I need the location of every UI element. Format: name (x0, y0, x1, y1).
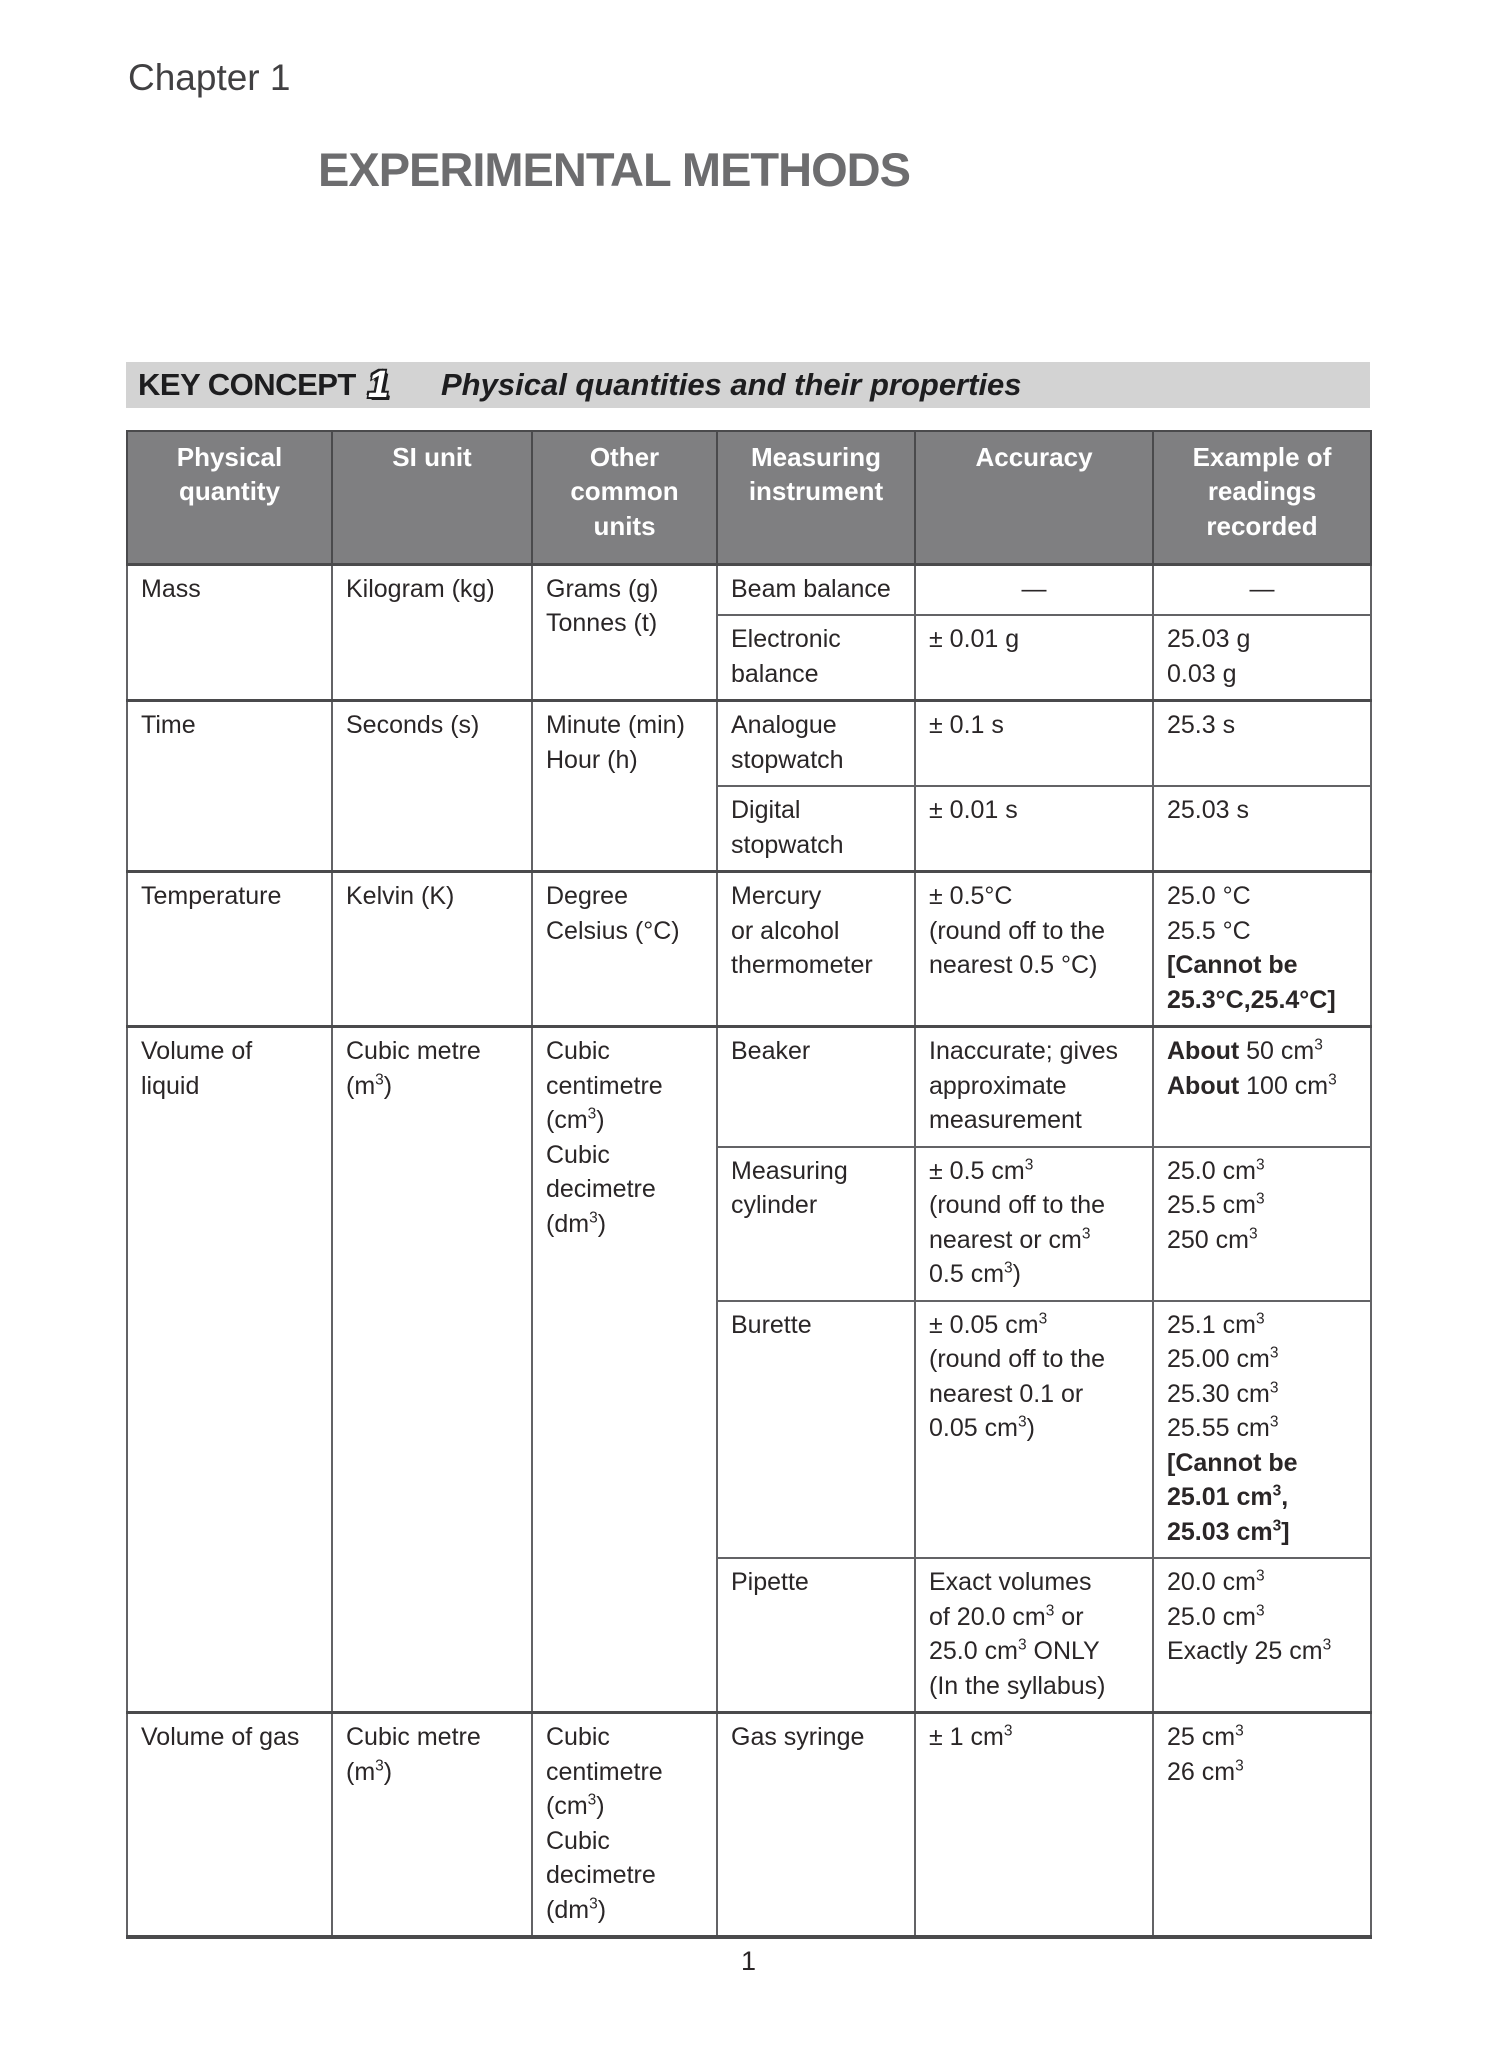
column-header: Measuring instrument (717, 431, 915, 564)
table-body (127, 564, 1371, 1937)
cell-example-readings: 25.03 s (1153, 786, 1371, 872)
column-header: Example of readings recorded (1153, 431, 1371, 564)
column-header: Physical quantity (127, 431, 332, 564)
cell-accuracy: ± 0.05 $cm^3$ (round off to the nearest 0.1 or 0.05 $cm^3$) (915, 1301, 1153, 1559)
quantity-row (127, 872, 1371, 1027)
cell-other-common-units: Cubic centimetre $(cm^3)$ Cubic decimetre $(dm^3)$ (532, 1027, 717, 1713)
cell-measuring-instrument: Mercury or alcohol thermometer (717, 872, 915, 1027)
key-concept-number: 1 (367, 364, 389, 407)
cell-si-unit: Seconds (s) (332, 701, 532, 872)
cell-si-unit: Cubic metre $(m^3)$ (332, 1027, 532, 1713)
cell-example-readings: 20.0 $cm^3$ 25.0 $cm^3$ Exactly 25 $cm^3$ (1153, 1558, 1371, 1713)
cell-si-unit: Cubic metre $(m^3)$ (332, 1713, 532, 1938)
cell-accuracy: Inaccurate; gives approximate measurement (915, 1027, 1153, 1147)
page-title: EXPERIMENTAL METHODS (318, 142, 910, 196)
cell-example-readings: 25.03 g 0.03 g (1153, 615, 1371, 701)
column-header: Other common units (532, 431, 717, 564)
cell-example-readings: 25.3 s (1153, 701, 1371, 787)
page-number: 1 (740, 1946, 757, 1976)
cell-example-readings: 25 $cm^3$ 26 $cm^3$ (1153, 1713, 1371, 1938)
cell-physical-quantity: Volume of gas (127, 1713, 332, 1938)
cell-accuracy: ± 0.1 s (915, 701, 1153, 787)
cell-example-readings: About 50 $cm^3$ About 100 $cm^3$ (1153, 1027, 1371, 1147)
table-header-row (127, 431, 1371, 564)
cell-example-readings: 25.0 °C 25.5 °C [Cannot be 25.3°C,25.4°C] (1153, 872, 1371, 1027)
cell-accuracy: — (915, 564, 1153, 615)
cell-example-readings: 25.0 $cm^3$ 25.5 $cm^3$ 250 $cm^3$ (1153, 1147, 1371, 1301)
column-header: Accuracy (915, 431, 1153, 564)
cell-measuring-instrument: Measuring cylinder (717, 1147, 915, 1301)
quantity-row (127, 1027, 1371, 1147)
cell-measuring-instrument: Analogue stopwatch (717, 701, 915, 787)
cell-other-common-units: Degree Celsius (°C) (532, 872, 717, 1027)
cell-measuring-instrument: Burette (717, 1301, 915, 1559)
cell-accuracy: ± 0.01 s (915, 786, 1153, 872)
cell-measuring-instrument: Digital stopwatch (717, 786, 915, 872)
cell-measuring-instrument: Gas syringe (717, 1713, 915, 1938)
cell-accuracy: Exact volumes of 20.0 $cm^3$ or 25.0 $cm^3$ ONLY (In the syllabus) (915, 1558, 1153, 1713)
cell-example-readings: — (1153, 564, 1371, 615)
quantity-row (127, 701, 1371, 787)
cell-physical-quantity: Temperature (127, 872, 332, 1027)
table-header (127, 431, 1371, 564)
cell-si-unit: Kelvin (K) (332, 872, 532, 1027)
cell-measuring-instrument: Electronic balance (717, 615, 915, 701)
cell-other-common-units: Cubic centimetre $(cm^3)$ Cubic decimetre $(dm^3)$ (532, 1713, 717, 1938)
cell-measuring-instrument: Beaker (717, 1027, 915, 1147)
cell-accuracy: ± 0.5°C (round off to the nearest 0.5 °C) (915, 872, 1153, 1027)
key-concept-banner (126, 362, 1370, 408)
column-header: SI unit (332, 431, 532, 564)
cell-other-common-units: Minute (min) Hour (h) (532, 701, 717, 872)
cell-example-readings: 25.1 $cm^3$ 25.00 $cm^3$ 25.30 $cm^3$ 25.55 $cm^3$ [Cannot be 25.01 $cm^3$, 25.03 $cm^3$] (1153, 1301, 1371, 1559)
cell-measuring-instrument: Beam balance (717, 564, 915, 615)
physical-quantities-table (126, 430, 1372, 1939)
cell-other-common-units: Grams (g) Tonnes (t) (532, 564, 717, 701)
cell-accuracy: ± 1 $cm^3$ (915, 1713, 1153, 1938)
cell-accuracy: ± 0.5 $cm^3$ (round off to the nearest or $cm^3$ 0.5 $cm^3$) (915, 1147, 1153, 1301)
cell-physical-quantity: Time (127, 701, 332, 872)
cell-accuracy: ± 0.01 g (915, 615, 1153, 701)
key-concept-title: Physical quantities and their properties (441, 367, 1022, 403)
cell-measuring-instrument: Pipette (717, 1558, 915, 1713)
cell-physical-quantity: Mass (127, 564, 332, 701)
cell-si-unit: Kilogram (kg) (332, 564, 532, 701)
key-concept-label: KEY CONCEPT (138, 367, 356, 403)
cell-physical-quantity: Volume of liquid (127, 1027, 332, 1713)
chapter-heading: Chapter 1 (128, 57, 291, 98)
quantity-row (127, 564, 1371, 615)
quantity-row (127, 1713, 1371, 1938)
